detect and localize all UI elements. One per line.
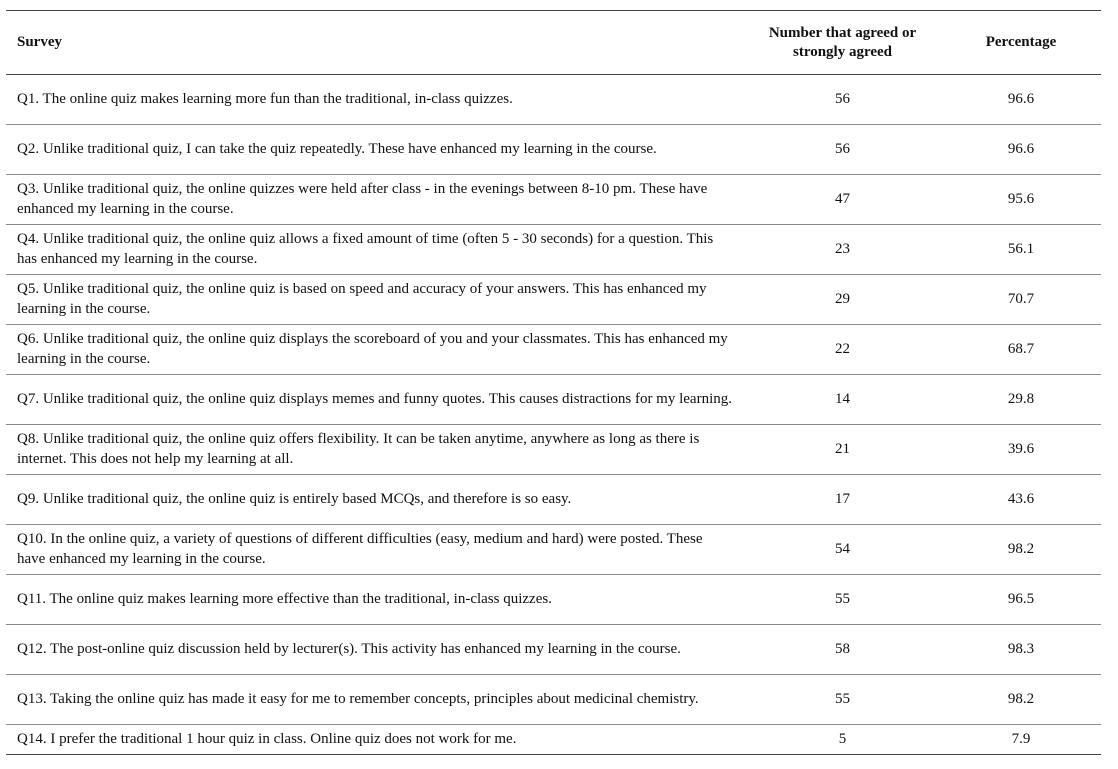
table-row xyxy=(6,175,1101,225)
header-row xyxy=(6,11,1101,75)
percentage-cell: 96.5 xyxy=(1007,590,1035,607)
percentage-cell: 98.3 xyxy=(1007,640,1035,657)
percentage-cell: 43.6 xyxy=(1007,490,1035,507)
table-row xyxy=(6,525,1101,575)
question-cell: Q12. The post-online quiz discussion held by lecturer(s). This activity has enhanced my learning in the course. xyxy=(17,640,681,657)
header-survey: Survey xyxy=(17,34,62,50)
agreed-cell: 55 xyxy=(835,590,850,607)
agreed-cell: 17 xyxy=(835,490,850,507)
table-body xyxy=(6,75,1101,755)
agreed-cell: 54 xyxy=(835,540,850,557)
question-cell: Q9. Unlike traditional quiz, the online quiz is entirely based MCQs, and therefore is so easy. xyxy=(17,490,572,507)
agreed-cell: 23 xyxy=(835,240,850,257)
agreed-cell: 47 xyxy=(835,190,850,207)
question-cell: Q2. Unlike traditional quiz, I can take the quiz repeatedly. These have enhanced my learning in the course. xyxy=(17,140,657,157)
agreed-cell: 29 xyxy=(835,290,850,307)
percentage-cell: 95.6 xyxy=(1007,190,1035,207)
header-percentage: Percentage xyxy=(985,34,1057,50)
percentage-cell: 68.7 xyxy=(1007,340,1035,357)
table-row xyxy=(6,375,1101,425)
agreed-cell: 22 xyxy=(835,340,850,357)
table-row xyxy=(6,625,1101,675)
agreed-cell: 5 xyxy=(838,730,847,747)
question-cell: Q13. Taking the online quiz has made it easy for me to remember concepts, principles about medicinal chemistry. xyxy=(17,690,699,707)
percentage-cell: 56.1 xyxy=(1007,240,1035,257)
agreed-cell: 14 xyxy=(835,390,850,407)
agreed-cell: 56 xyxy=(835,140,850,157)
percentage-cell: 96.6 xyxy=(1007,140,1035,157)
agreed-cell: 21 xyxy=(835,440,850,457)
table-row xyxy=(6,425,1101,475)
agreed-cell: 58 xyxy=(835,640,850,657)
percentage-cell: 98.2 xyxy=(1007,540,1035,557)
header-number-agreed: Number that agreed or strongly agreed xyxy=(768,24,917,60)
question-cell: Q8. Unlike traditional quiz, the online quiz offers flexibility. It can be taken anytime, anywhere as long as there is internet. This does not help my learning at all. xyxy=(17,431,700,467)
survey-results-table xyxy=(6,10,1101,755)
percentage-cell: 98.2 xyxy=(1007,690,1035,707)
question-cell: Q4. Unlike traditional quiz, the online quiz allows a fixed amount of time (often 5 - 30 seconds) for a question. This has enhanced my learning in the course. xyxy=(17,231,714,267)
table-row xyxy=(6,675,1101,725)
table-row xyxy=(6,475,1101,525)
percentage-cell: 29.8 xyxy=(1007,390,1035,407)
table-row xyxy=(6,125,1101,175)
percentage-cell: 39.6 xyxy=(1007,440,1035,457)
question-cell: Q14. I prefer the traditional 1 hour quiz in class. Online quiz does not work for me. xyxy=(17,730,517,747)
percentage-cell: 70.7 xyxy=(1007,290,1035,307)
percentage-cell: 7.9 xyxy=(1011,730,1031,747)
question-cell: Q7. Unlike traditional quiz, the online quiz displays memes and funny quotes. This causes distractions for my learning. xyxy=(17,390,732,407)
table-row xyxy=(6,275,1101,325)
table-header xyxy=(6,11,1101,75)
question-cell: Q11. The online quiz makes learning more effective than the traditional, in-class quizzes. xyxy=(17,590,552,607)
table-row xyxy=(6,75,1101,125)
question-cell: Q5. Unlike traditional quiz, the online quiz is based on speed and accuracy of your answers. This has enhanced my learning in the course. xyxy=(17,281,707,317)
question-cell: Q3. Unlike traditional quiz, the online quizzes were held after class - in the evenings between 8-10 pm. These have enhanced my learning in the course. xyxy=(17,181,708,217)
question-cell: Q10. In the online quiz, a variety of questions of different difficulties (easy, medium and hard) were posted. These have enhanced my learning in the course. xyxy=(17,531,703,567)
percentage-cell: 96.6 xyxy=(1007,90,1035,107)
table-row xyxy=(6,575,1101,625)
table-row xyxy=(6,725,1101,755)
agreed-cell: 55 xyxy=(835,690,850,707)
question-cell: Q1. The online quiz makes learning more fun than the traditional, in-class quizzes. xyxy=(17,90,513,107)
table-row xyxy=(6,325,1101,375)
table-row xyxy=(6,225,1101,275)
agreed-cell: 56 xyxy=(835,90,850,107)
question-cell: Q6. Unlike traditional quiz, the online quiz displays the scoreboard of you and your classmates. This has enhanced my learning in the course. xyxy=(17,331,728,367)
